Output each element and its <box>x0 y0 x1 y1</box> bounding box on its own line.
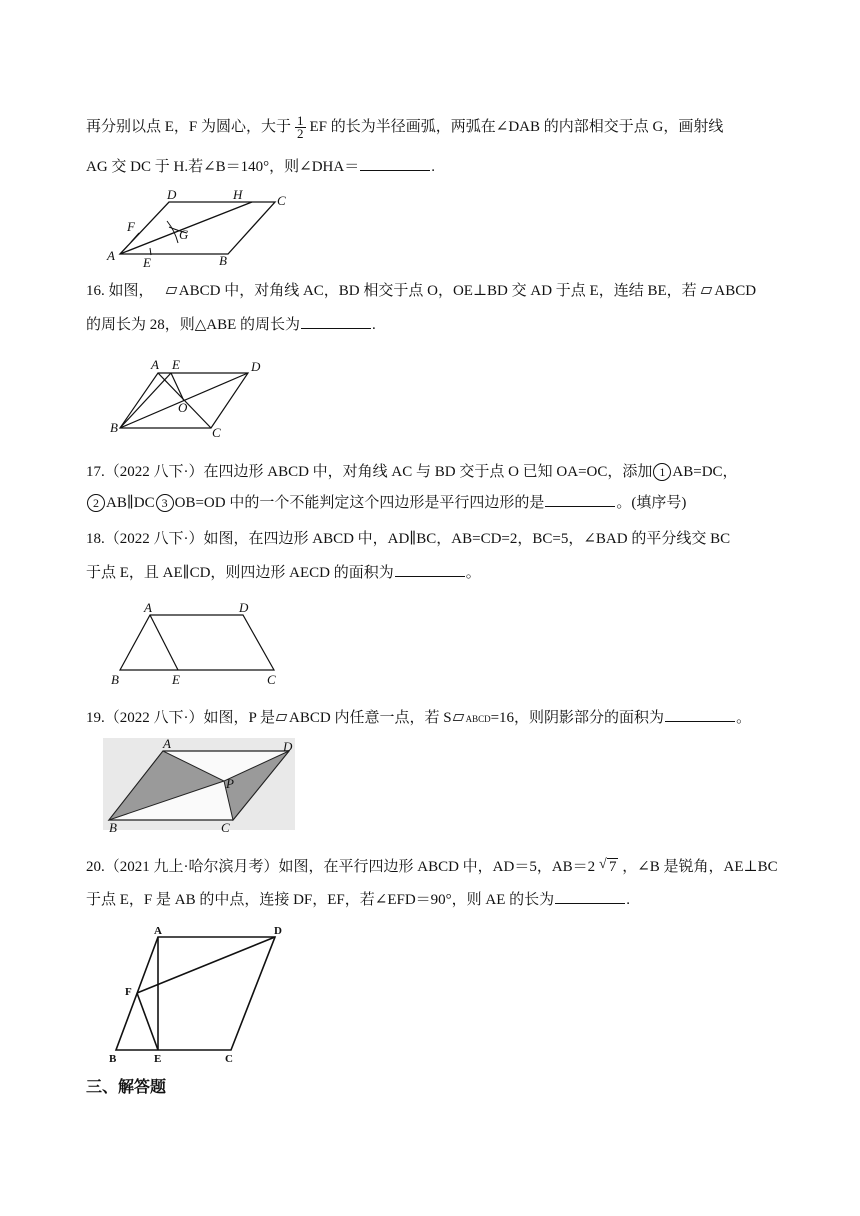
fig20-label: C <box>225 1053 233 1065</box>
fig16-label: O <box>178 400 188 415</box>
circled-number: 1 <box>653 463 671 481</box>
fig20-label: F <box>125 986 132 998</box>
q19-figure <box>103 738 298 838</box>
fig16-label: B <box>110 420 118 435</box>
fig18-label: E <box>172 672 180 687</box>
fig15-label: G <box>179 227 189 242</box>
fig15-label: A <box>107 248 115 263</box>
q18-figure <box>108 600 298 690</box>
q17-line1: 17.（2022 八下·）在四边形 ABCD 中，对角线 AC 与 BD 交于点 O 已知 OA=OC，添加 1 AB=DC， <box>86 464 738 480</box>
fig18-label: A <box>144 600 152 615</box>
q20-line1: 20.（2021 九上·哈尔滨月考）如图，在平行四边形 ABCD 中，AD＝5，AB＝2 √ 7 ，∠B 是锐角，AE⊥BC <box>86 856 778 878</box>
fig19-label: C <box>221 820 230 835</box>
answer-blank[interactable] <box>545 492 615 507</box>
fig16-label: D <box>251 359 261 374</box>
fig19-label: P <box>226 776 234 791</box>
q18-line1: 18.（2022 八下·）如图，在四边形 ABCD 中，AD∥BC，AB=CD=2，BC=5，∠BAD 的平分线交 BC <box>86 531 731 547</box>
fig15-label: H <box>233 187 243 202</box>
fig15-label: C <box>277 193 286 208</box>
fig20-label: E <box>154 1053 162 1065</box>
circled-number: 2 <box>87 494 105 512</box>
section-heading: 三、解答题 <box>86 1079 167 1096</box>
answer-blank[interactable] <box>395 562 465 577</box>
q19-line1: 19.（2022 八下·）如图，P 是 ABCD 内任意一点，若 S ABCD=16，则阴影部分的面积为 。 <box>86 707 751 730</box>
fig15-label: F <box>127 219 135 234</box>
fig19-label: B <box>109 820 117 835</box>
q20-figure <box>103 922 303 1065</box>
parallelogram-symbol-icon <box>165 287 177 294</box>
q15-text-a: 再分别以点 E，F 为圆心，大于 <box>86 118 292 135</box>
answer-blank[interactable] <box>301 314 371 329</box>
fig18-label: D <box>239 600 249 615</box>
fig16-label: E <box>172 357 180 372</box>
fraction-half: $\frac{1}{2}$ <box>297 113 304 141</box>
answer-blank[interactable] <box>555 889 625 904</box>
q15-line1 <box>86 115 723 140</box>
q15-text-b: EF 的长为半径画弧，两弧在∠DAB 的内部相交于点 G，画射线 <box>309 118 724 135</box>
q15-text-c: AG 交 DC 于 H.若∠B＝140°，则∠DHA＝ <box>86 159 360 175</box>
q16-line2: 的周长为 28，则△ABE 的周长为 . <box>86 314 376 336</box>
parallelogram-symbol-icon <box>701 287 713 294</box>
parallelogram-symbol-icon <box>452 714 464 721</box>
fig16-label: A <box>151 357 159 372</box>
q16-figure <box>108 355 268 440</box>
fig15-label: E <box>143 255 151 270</box>
fig20-label: A <box>154 925 162 937</box>
fig20-label: B <box>109 1053 117 1065</box>
square-root: √ 7 <box>598 857 617 875</box>
answer-blank[interactable] <box>665 707 735 722</box>
fig20-label: D <box>274 925 282 937</box>
q20-line2: 于点 E，F 是 AB 的中点，连接 DF，EF，若∠EFD＝90°，则 AE 的长为 . <box>86 889 630 911</box>
q17-line2: 2 AB∥DC 3 OB=OD 中的一个不能判定这个四边形是平行四边形的是 。(填序号) <box>86 492 686 514</box>
fig18-label: B <box>111 672 119 687</box>
q15-line2: AG 交 DC 于 H.若∠B＝140°，则∠DHA＝ . <box>86 156 435 178</box>
fig19-label: D <box>283 739 293 754</box>
fig15-label: B <box>219 253 227 268</box>
answer-blank[interactable] <box>360 156 430 171</box>
q18-line2: 于点 E，且 AE∥CD，则四边形 AECD 的面积为 。 <box>86 562 481 584</box>
q15-figure <box>105 185 295 270</box>
parallelogram-symbol-icon <box>276 714 288 721</box>
circled-number: 3 <box>156 494 174 512</box>
fig19-label: A <box>163 736 171 751</box>
fig15-label: D <box>167 187 177 202</box>
fig18-label: C <box>267 672 276 687</box>
fig16-label: C <box>212 425 221 440</box>
q16-line1: 16. 如图， ABCD 中，对角线 AC，BD 相交于点 O，OE⊥BD 交 AD 于点 E，连结 BE，若 ABCD <box>86 283 757 299</box>
